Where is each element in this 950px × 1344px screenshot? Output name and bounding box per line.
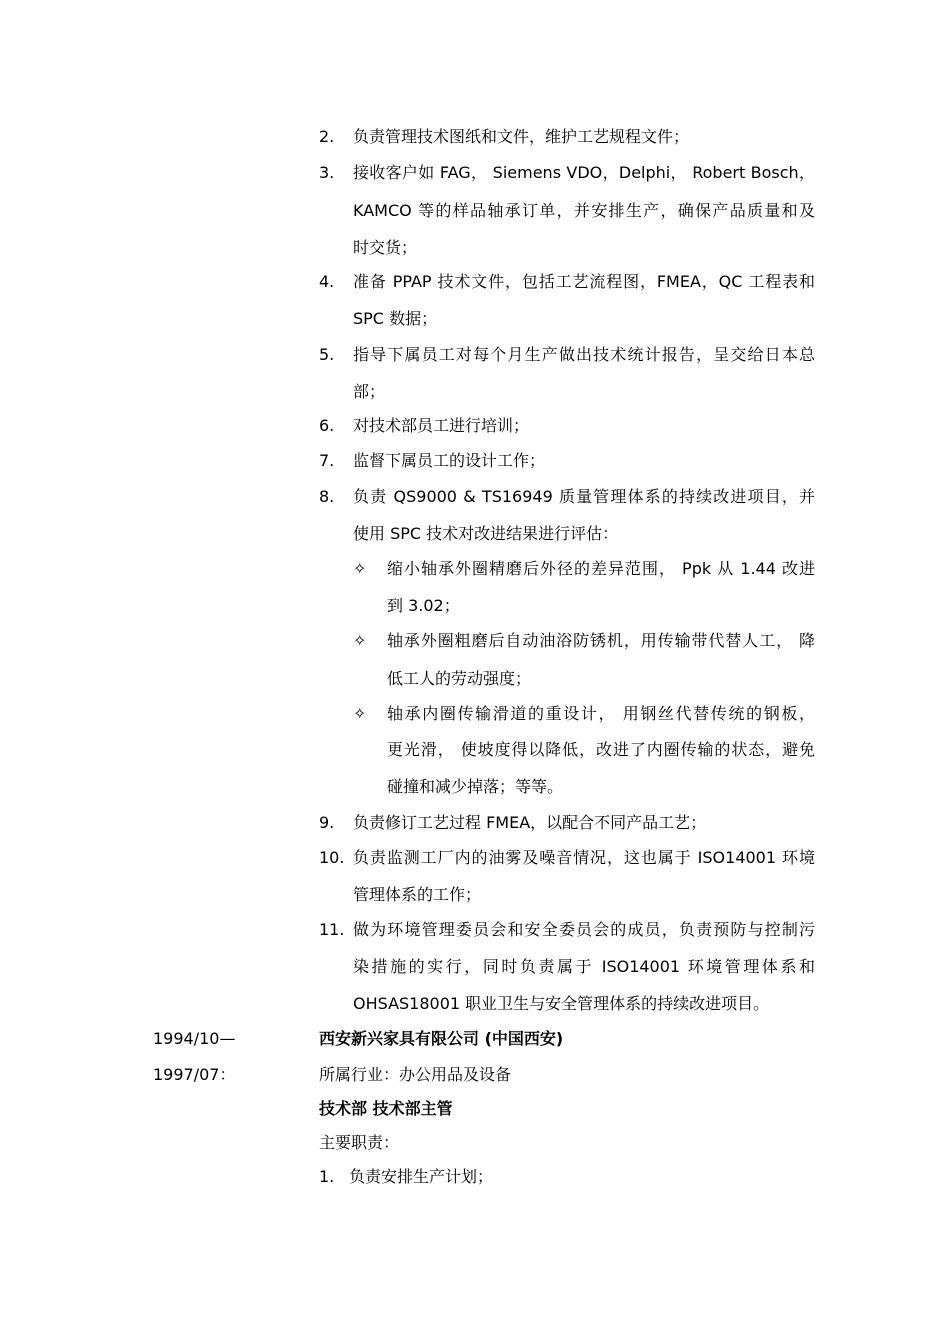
- list-item-continuation: [0, 955, 950, 979]
- item-text: SPC 数据；: [353, 309, 438, 328]
- list-item-continuation: [0, 522, 950, 546]
- item-text: 负责 QS9000 & TS16949 质量管理体系的持续改进项目，并: [353, 487, 815, 506]
- sub-list-item-continuation: [0, 594, 950, 618]
- list-item: [0, 343, 950, 367]
- duties-label-row: [0, 1131, 950, 1155]
- item-text: KAMCO 等的样品轴承订单，并安排生产，确保产品质量和及: [353, 201, 815, 220]
- item-number: 1.: [319, 1167, 335, 1186]
- item-text: 负责安排生产计划；: [349, 1167, 494, 1186]
- sub-list-item-continuation: [0, 667, 950, 691]
- diamond-bullet-icon: ✧: [353, 631, 367, 650]
- company-name: 西安新兴家具有限公司 (中国西安): [319, 1029, 564, 1048]
- list-item-continuation: [0, 199, 950, 223]
- item-number: 7.: [319, 451, 335, 470]
- sub-item-text: 更光滑， 使坡度得以降低，改进了内圈传输的状态，避免: [387, 740, 815, 759]
- sub-item-text: 到 3.02；: [387, 596, 460, 615]
- item-text: 管理体系的工作；: [353, 885, 482, 904]
- duties-label: 主要职责：: [319, 1133, 400, 1152]
- list-item: [0, 414, 950, 438]
- list-item-continuation: [0, 307, 950, 331]
- list-item: [0, 918, 950, 942]
- sub-item-text: 轴承外圈粗磨后自动油浴防锈机，用传输带代替人工， 降: [387, 631, 815, 650]
- list-item-continuation: [0, 992, 950, 1016]
- item-text: 使用 SPC 技术对改进结果进行评估：: [353, 524, 619, 543]
- item-text: 负责监测工厂内的油雾及噪音情况，这也属于 ISO14001 环境: [353, 848, 815, 867]
- list-item: [0, 449, 950, 473]
- item-number: 10.: [319, 848, 345, 867]
- item-number: 8.: [319, 487, 335, 506]
- item-text: 指导下属员工对每个月生产做出技术统计报告，呈交给日本总: [353, 345, 815, 364]
- list-item: [0, 125, 950, 149]
- sub-item-text: 缩小轴承外圈精磨后外径的差异范围， Ppk 从 1.44 改进: [387, 559, 815, 578]
- sub-list-item: [0, 702, 950, 726]
- job-date-start: 1994/10—: [153, 1029, 236, 1048]
- item-text: 负责修订工艺过程 FMEA，以配合不同产品工艺；: [353, 813, 707, 832]
- sub-list-item-continuation: [0, 738, 950, 762]
- list-item: [0, 485, 950, 509]
- item-number: 6.: [319, 416, 335, 435]
- item-text: 染措施的实行，同时负责属于 ISO14001 环境管理体系和: [353, 957, 815, 976]
- list-item: [0, 270, 950, 294]
- industry-text: 所属行业：办公用品及设备: [319, 1065, 512, 1084]
- item-number: 9.: [319, 813, 335, 832]
- job-date-end: 1997/07：: [153, 1065, 236, 1084]
- list-item-continuation: [0, 236, 950, 260]
- job-position-row: [0, 1097, 950, 1121]
- item-text: 部；: [353, 382, 386, 401]
- diamond-bullet-icon: ✧: [353, 559, 367, 578]
- item-number: 3.: [319, 163, 335, 182]
- sub-item-text: 低工人的劳动强度；: [387, 669, 532, 688]
- list-item: [0, 846, 950, 870]
- item-text: 对技术部员工进行培训；: [353, 416, 530, 435]
- sub-item-text: 轴承内圈传输滑道的重设计， 用钢丝代替传统的钢板，: [387, 704, 815, 723]
- item-text: 接收客户如 FAG， Siemens VDO，Delphi， Robert Bosch，: [353, 163, 815, 182]
- item-text: 准备 PPAP 技术文件，包括工艺流程图，FMEA，QC 工程表和: [353, 272, 815, 291]
- list-item: [0, 161, 950, 185]
- sub-list-item-continuation: [0, 775, 950, 799]
- list-item-continuation: [0, 380, 950, 404]
- item-number: 2.: [319, 127, 335, 146]
- list-item-continuation: [0, 883, 950, 907]
- item-text: 负责管理技术图纸和文件，维护工艺规程文件；: [353, 127, 690, 146]
- item-text: 监督下属员工的设计工作；: [353, 451, 546, 470]
- item-text: 做为环境管理委员会和安全委员会的成员，负责预防与控制污: [353, 920, 815, 939]
- item-text: 时交货；: [353, 238, 418, 257]
- sub-item-text: 碰撞和减少掉落；等等。: [387, 777, 564, 796]
- sub-list-item: [0, 629, 950, 653]
- diamond-bullet-icon: ✧: [353, 704, 367, 723]
- item-text: OHSAS18001 职业卫生与安全管理体系的持续改进项目。: [353, 994, 770, 1013]
- item-number: 11.: [319, 920, 345, 939]
- list-item: [0, 1165, 950, 1189]
- item-number: 5.: [319, 345, 335, 364]
- job-industry-row: [0, 1063, 950, 1087]
- list-item: [0, 811, 950, 835]
- job-header: [0, 1027, 950, 1051]
- position-title: 技术部 技术部主管: [319, 1099, 453, 1118]
- item-number: 4.: [319, 272, 335, 291]
- sub-list-item: [0, 557, 950, 581]
